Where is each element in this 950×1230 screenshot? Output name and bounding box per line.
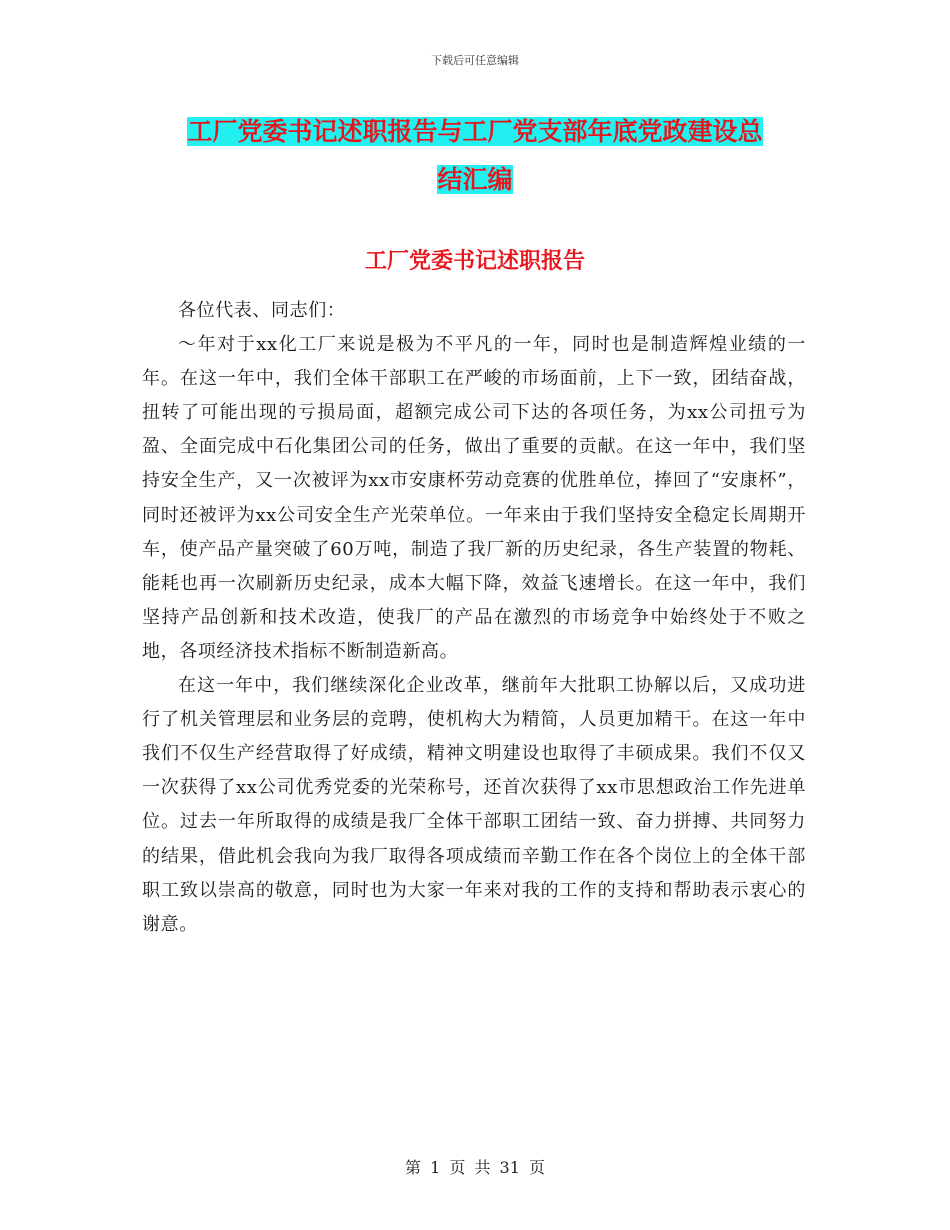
page-number-footer: 第 1 页 共 31 页 bbox=[405, 1158, 545, 1177]
main-title-line-1: 工厂党委书记述职报告与工厂党支部年底党政建设总 bbox=[187, 117, 763, 146]
salutation: 各位代表、同志们： bbox=[178, 300, 346, 321]
main-title bbox=[140, 108, 810, 204]
document-body bbox=[142, 294, 806, 942]
main-title-line-2: 结汇编 bbox=[437, 165, 513, 194]
body-paragraph-1: ～年对于xx化工厂来说是极为不平凡的一年，同时也是制造辉煌业绩的一年。在这一年中，我们全体干部职工在严峻的市场面前，上下一致，团结奋战，扭转了可能出现的亏损局面，超额完成公司下达的各项任务，为xx公司扭亏为盈、全面完成中石化集团公司的任务，做出了重要的贡献。在这一年中，我们坚持安全生产，又一次被评为xx市安康杯劳动竞赛的优胜单位，捧回了“安康杯”，同时还被评为xx公司安全生产光荣单位。一年来由于我们坚持安全稳定长周期开车，使产品产量突破了60万吨，制造了我厂新的历史纪录，各生产装置的物耗、能耗也再一次刷新历史纪录，成本大幅下降，效益飞速增长。在这一年中，我们坚持产品创新和技术改造，使我厂的产品在激烈的市场竞争中始终处于不败之地，各项经济技术指标不断制造新高。 bbox=[142, 334, 806, 662]
body-paragraph-2: 在这一年中，我们继续深化企业改革，继前年大批职工协解以后，又成功进行了机关管理层和业务层的竞聘，使机构大为精简，人员更加精干。在这一年中我们不仅生产经营取得了好成绩，精神文明建设也取得了丰硕成果。我们不仅又一次获得了xx公司优秀党委的光荣称号，还首次获得了xx市思想政治工作先进单位。过去一年所取得的成绩是我厂全体干部职工团结一致、奋力拼搏、共同努力的结果，借此机会我向为我厂取得各项成绩而辛勤工作在各个岗位上的全体干部职工致以崇高的敬意，同时也为大家一年来对我的工作的支持和帮助表示衷心的谢意。 bbox=[142, 675, 806, 935]
header-note: 下载后可任意编辑 bbox=[431, 54, 519, 67]
section-title: 工厂党委书记述职报告 bbox=[364, 249, 585, 274]
